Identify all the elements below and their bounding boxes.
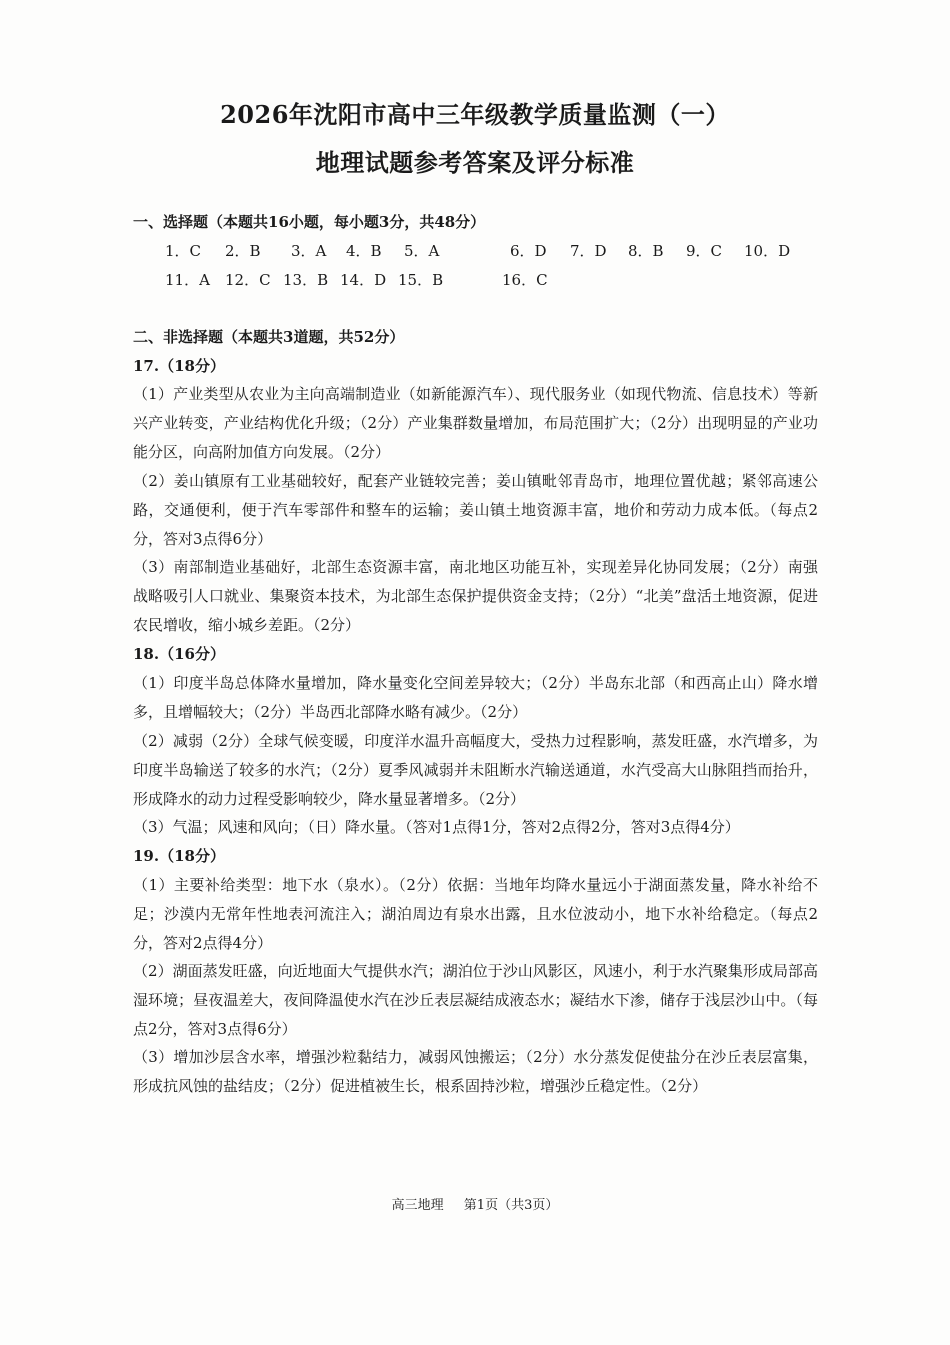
page-title: 2026年沈阳市高中三年级教学质量监测（一） (220, 100, 730, 129)
mc-answer-6: 6．D (510, 242, 547, 260)
mc-answer-13: 13．B (283, 271, 329, 289)
question-17-answer-1: （1）产业类型从农业为主向高端制造业（如新能源汽车）、现代服务业（如现代物流、信息技术）等新兴产业转变，产业结构优化升级；（2分）产业集群数量增加，布局范围扩大；（2分）出现明显的产业功能分区，向高附加值方向发展。（2分） (133, 385, 818, 461)
question-18-answer-2: （2）减弱（2分）全球气候变暖，印度洋水温升高幅度大，受热力过程影响，蒸发旺盛，水汽增多，为印度半岛输送了较多的水汽；（2分）夏季风减弱并未阻断水汽输送通道，水汽受高大山脉阻挡而抬升，形成降水的动力过程受影响较少，降水量显著增多。（2分） (133, 732, 818, 808)
mc-answer-1: 1．C (165, 242, 202, 260)
answer-row-2 (0, 269, 950, 293)
page-subtitle: 地理试题参考答案及评分标准 (315, 148, 635, 177)
answer-row-1 (0, 240, 950, 264)
mc-answer-8: 8．B (628, 242, 664, 260)
page-footer (0, 1194, 950, 1213)
mc-answer-11: 11．A (165, 271, 210, 289)
mc-answer-10: 10．D (744, 242, 791, 260)
mc-answer-12: 12．C (225, 271, 271, 289)
question-19-answer-3: （3）增加沙层含水率，增强沙粒黏结力，减弱风蚀搬运；（2分）水分蒸发促使盐分在沙丘表层富集，形成抗风蚀的盐结皮；（2分）促进植被生长，根系固持沙粒，增强沙丘稳定性。（2分） (133, 1048, 818, 1095)
mc-answer-5: 5．A (404, 242, 440, 260)
mc-answer-9: 9．C (686, 242, 723, 260)
section2-heading: 二、非选择题（本题共3道题，共52分） (133, 328, 405, 346)
question-17-answer-2: （2）姜山镇原有工业基础较好，配套产业链较完善；姜山镇毗邻青岛市，地理位置优越；紧邻高速公路，交通便利，便于汽车零部件和整车的运输；姜山镇土地资源丰富，地价和劳动力成本低。（每点2分，答对3点得6分） (133, 472, 818, 548)
question-19-answer-2: （2）湖面蒸发旺盛，向近地面大气提供水汽；湖泊位于沙山风影区，风速小，利于水汽聚集形成局部高湿环境；昼夜温差大，夜间降温使水汽在沙丘表层凝结成液态水；凝结水下渗，储存于浅层沙山中。（每点2分，答对3点得6分） (133, 962, 818, 1038)
mc-answer-2: 2．B (225, 242, 261, 260)
question-18-heading: 18.（16分） (133, 645, 225, 663)
mc-answer-4: 4．B (346, 242, 382, 260)
mc-answer-14: 14．D (340, 271, 387, 289)
question-17-heading: 17.（18分） (133, 357, 225, 375)
section1-heading: 一、选择题（本题共16小题，每小题3分，共48分） (133, 213, 486, 231)
footer-page-number: 第1页（共3页） (463, 1198, 559, 1213)
footer-subject: 高三地理 (391, 1198, 444, 1213)
question-18-answer-3: （3）气温；风速和风向；（日）降水量。（答对1点得1分，答对2点得2分，答对3点得4分） (133, 818, 740, 836)
mc-answer-3: 3．A (291, 242, 327, 260)
mc-answer-15: 15．B (398, 271, 444, 289)
question-19-heading: 19.（18分） (133, 847, 225, 865)
question-17-answer-3: （3）南部制造业基础好，北部生态资源丰富，南北地区功能互补，实现差异化协同发展；（2分）南强战略吸引人口就业、集聚资本技术，为北部生态保护提供资金支持；（2分）“北美”盘活土地资源，促进农民增收，缩小城乡差距。（2分） (133, 558, 818, 634)
question-18-answer-1: （1）印度半岛总体降水量增加，降水量变化空间差异较大；（2分）半岛东北部（和西高止山）降水增多，且增幅较大；（2分）半岛西北部降水略有减少。（2分） (133, 674, 818, 721)
mc-answer-7: 7．D (570, 242, 607, 260)
question-19-answer-1: （1）主要补给类型：地下水（泉水）。（2分）依据：当地年均降水量远小于湖面蒸发量，降水补给不足；沙漠内无常年性地表河流注入；湖泊周边有泉水出露，且水位波动小，地下水补给稳定。（每点2分，答对2点得4分） (133, 876, 818, 952)
mc-answer-16: 16．C (502, 271, 548, 289)
